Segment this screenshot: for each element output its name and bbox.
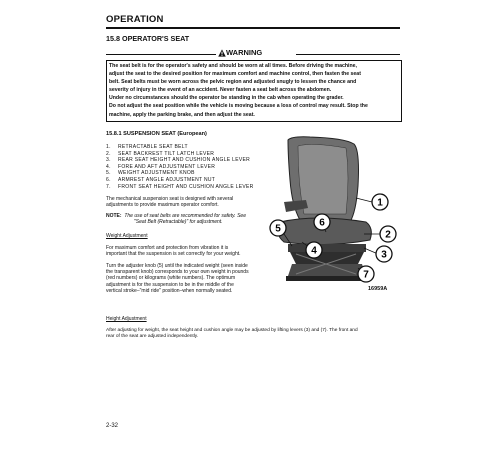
callout-2 xyxy=(380,226,396,242)
callout-7 xyxy=(358,266,374,282)
list-item: 4. FORE AND AFT ADJUSTMENT LEVER xyxy=(106,163,216,170)
callout-5 xyxy=(270,220,286,236)
svg-text:6: 6 xyxy=(319,217,325,229)
height-heading: Height Adjustment xyxy=(106,316,147,322)
seat-illustration xyxy=(266,136,398,294)
svg-text:3: 3 xyxy=(381,249,387,261)
section-title: 15.8 OPERATOR'S SEAT xyxy=(106,34,190,43)
parts-list xyxy=(106,144,254,190)
callout-1 xyxy=(372,194,388,210)
warning-line: severity of injury in the event of an accident. Never fasten a seat belt across the abdomen. xyxy=(109,87,332,94)
list-item: 1. RETRACTABLE SEAT BELT xyxy=(106,144,188,150)
list-item: 2. SEAT BACKREST TILT LATCH LEVER xyxy=(106,150,215,157)
page-header-title: OPERATION xyxy=(106,14,164,25)
svg-text:1: 1 xyxy=(377,197,383,209)
weight-heading: Weight Adjustment xyxy=(106,233,148,239)
warning-triangle-icon xyxy=(218,49,226,57)
list-item: 3. REAR SEAT HEIGHT AND CUSHION ANGLE LEVER xyxy=(106,157,251,164)
callout-3 xyxy=(376,246,392,262)
header-rule xyxy=(106,27,400,29)
intro-paragraph: The mechanical suspension seat is designed with several adjustments to provide maximum operator comfort. xyxy=(106,196,234,209)
list-item: 5. WEIGHT ADJUSTMENT KNOB xyxy=(106,170,195,177)
weight-paragraph-2: Turn the adjuster knob (5) until the indicated weight (seen inside the transparent knob) corresponds to your own weight in pounds (red numbers) or kilograms (white numbers). The optimum adjustment is for the suspension to be in the middle of the vertical stroke–"mid ride" position–when normally seated. xyxy=(106,263,249,294)
svg-text:7: 7 xyxy=(363,269,369,281)
warning-line: Under no circumstances should the operator be standing in the cab when operating the grader. xyxy=(109,95,344,102)
warning-rule-left xyxy=(106,54,216,55)
callout-6 xyxy=(314,214,330,230)
warning-heading xyxy=(106,48,400,60)
page-number: 2-32 xyxy=(106,423,119,429)
height-paragraph: After adjusting for weight, the seat height and cushion angle may be adjusted by lifting levers (3) and (7). The front and rear of the seat are adjusted independently. xyxy=(106,328,358,340)
warning-line: machine, apply the parking brake, and then adjust the seat. xyxy=(109,111,255,118)
list-item: 7. FRONT SEAT HEIGHT AND CUSHION ANGLE LEVER xyxy=(106,183,254,190)
svg-text:5: 5 xyxy=(275,223,281,235)
note-label: NOTE: xyxy=(106,213,122,219)
warning-label: WARNING xyxy=(226,48,263,57)
list-item: 6. ARMREST ANGLE ADJUSTMENT NUT xyxy=(106,176,216,183)
callout-4 xyxy=(306,242,322,258)
note-paragraph: NOTE: The use of seat belts are recommended for safety. See "Seat Belt (Retractable)" for adjustment. xyxy=(106,213,246,226)
warning-line: The seat belt is for the operator's safety and should be worn at all times. Before driving the machine, xyxy=(109,63,357,69)
warning-line: belt. Seat belts must be worn across the pelvic region and adjusted snugly to lessen the chance and xyxy=(109,79,357,86)
subsection-title: 15.8.1 SUSPENSION SEAT (European) xyxy=(106,131,207,137)
figure-label: 16959A xyxy=(368,286,388,292)
warning-line: Do not adjust the seat position while the vehicle is moving because a loss of control may result. Stop the xyxy=(109,103,368,110)
warning-rule-right xyxy=(296,54,400,55)
svg-text:2: 2 xyxy=(385,229,391,241)
svg-text:4: 4 xyxy=(311,245,317,257)
warning-line: adjust the seat to the desired position for maximum comfort and machine control, then fasten the seat xyxy=(109,71,361,78)
warning-box xyxy=(106,60,402,122)
weight-paragraph-1: For maximum comfort and protection from vibration it is important that the suspension is set correctly for your weight. xyxy=(106,245,241,258)
